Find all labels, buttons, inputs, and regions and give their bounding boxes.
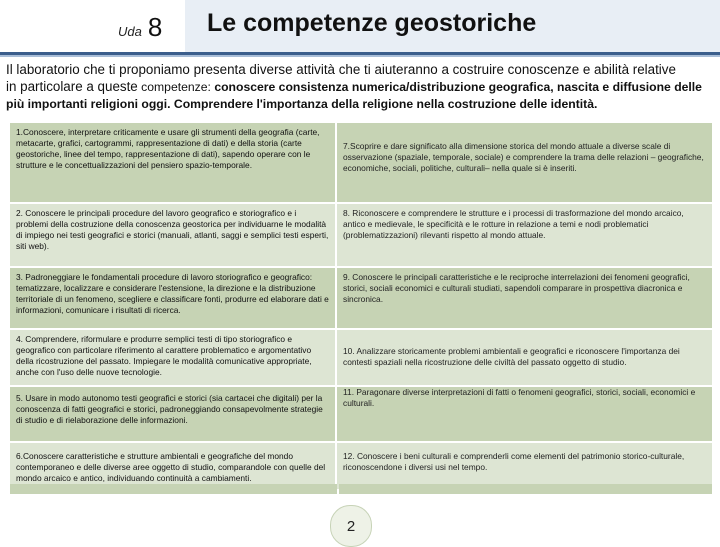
table-row (10, 268, 712, 328)
table-row (10, 204, 712, 266)
page-title: Le competenze geostoriche (207, 9, 537, 37)
table-row (10, 123, 712, 202)
intro-line-2 (6, 78, 718, 96)
table-row (10, 387, 712, 441)
competence-left-cell: 3. Padroneggiare le fondamentali procedure di lavoro storiografico e geografico: tematizzare, localizzare e considerare l'estensione, la direzione e la distribuzione territoriale di un fenomeno, scegliere e classificare fonti, produrre ed elaborare dati e informazioni, comunicare i risultati di ricerca. (10, 268, 337, 328)
unit-label (118, 12, 162, 43)
intro-line-1: Il laboratorio che ti proponiamo presenta diverse attività che ti aiuteranno a costruire conoscenze e abilità relative (6, 62, 676, 77)
table-footer-left (10, 484, 337, 494)
intro-paragraph (6, 61, 718, 113)
competence-right-cell: 9. Conoscere le principali caratteristiche e le reciproche interrelazioni dei fenomeni geografici, storici, sociali economici e culturali studiati, sapendoli comparare in prospettiva diacronica e sincronica. (337, 268, 712, 328)
competence-left-cell: 5. Usare in modo autonomo testi geografici e storici (sia cartacei che digitali) per la conoscenza di fatti geografici e storici, padroneggiando consapevolmente strategie di studio e di rielaborazione delle informazioni. (10, 387, 337, 441)
title-band (185, 0, 720, 52)
intro-line-2-bold: conoscere consistenza numerica/distribuzione geografica, nascita e diffusione delle (214, 80, 702, 94)
competence-right-cell: 12. Conoscere i beni culturali e comprenderli come elementi del patrimonio storico-culturale, riconoscendone i diversi usi nel tempo. (337, 443, 712, 489)
table-footer-right (339, 484, 712, 494)
competence-right-cell: 8. Riconoscere e comprendere le strutture e i processi di trasformazione del mondo arcaico, antico e medievale, le specificità e le rotture in relazione a temi e nodi problematici (problematizzazioni) rilevanti rispetto al mondo attuale. (337, 204, 712, 266)
intro-line-2-regular: in particolare a queste (6, 79, 138, 94)
intro-line-2-small: competenze: (137, 80, 215, 94)
competence-left-cell: 2. Conoscere le principali procedure del lavoro geografico e storiografico e i problemi della costruzione della conoscenza geostorica per individuarne le modalità di impiego nei testi geografici e storici (manuali, atlanti, saggi e semplici testi esperti, siti web). (10, 204, 337, 266)
title-rule-light (0, 55, 720, 57)
uda-number: 8 (147, 12, 163, 42)
competence-left-cell: 4. Comprendere, riformulare e produrre semplici testi di tipo storiografico e geografico con particolare riferimento al carattere problematico e argomentativo della ricostruzione del passato. Impiegare le modalità comunicative appropriate, anche con l'uso delle nuove tecnologie. (10, 330, 337, 385)
table-row (10, 330, 712, 385)
competence-right-cell: 11. Paragonare diverse interpretazioni di fatti o fenomeni geografici, storici, sociali, economici e culturali. (337, 387, 712, 441)
competence-right-cell: 7.Scoprire e dare significato alla dimensione storica del mondo attuale a diverse scale di osservazione (spaziale, temporale, sociale) e comprendere la trama delle relazioni – geografiche, economiche, sociali, politiche, culturali– nella quale si è inseriti. (337, 123, 712, 202)
competence-right-cell: 10. Analizzare storicamente problemi ambientali e geografici e riconoscere l'importanza dei contesti spaziali nella ricostruzione delle civiltà del passato oggetto di studio. (337, 330, 712, 385)
intro-line-3: più importanti religioni oggi. Comprendere l'importanza della religione nella costruzione delle identità. (6, 97, 598, 111)
page-number-badge (330, 505, 372, 547)
page-number: 2 (346, 517, 356, 535)
uda-label: Uda (118, 24, 142, 39)
table-row (10, 443, 712, 489)
competence-left-cell: 6.Conoscere caratteristiche e strutture ambientali e geografiche del mondo contemporaneo e delle diverse aree oggetto di studio, comparandole con quelle del mondo arcaico e antico, individuando continuità a cambiamenti. (10, 443, 337, 489)
competence-left-cell: 1.Conoscere, interpretare criticamente e usare gli strumenti della geografia (carte, metacarte, grafici, cartogrammi, rappresentazione di dati) e della storia (carte geostoriche, linee del tempo, rappresentazione di dati), sapendo operare con le strutture e le concettualizzazioni del pensiero spazio-temporale. (10, 123, 337, 202)
